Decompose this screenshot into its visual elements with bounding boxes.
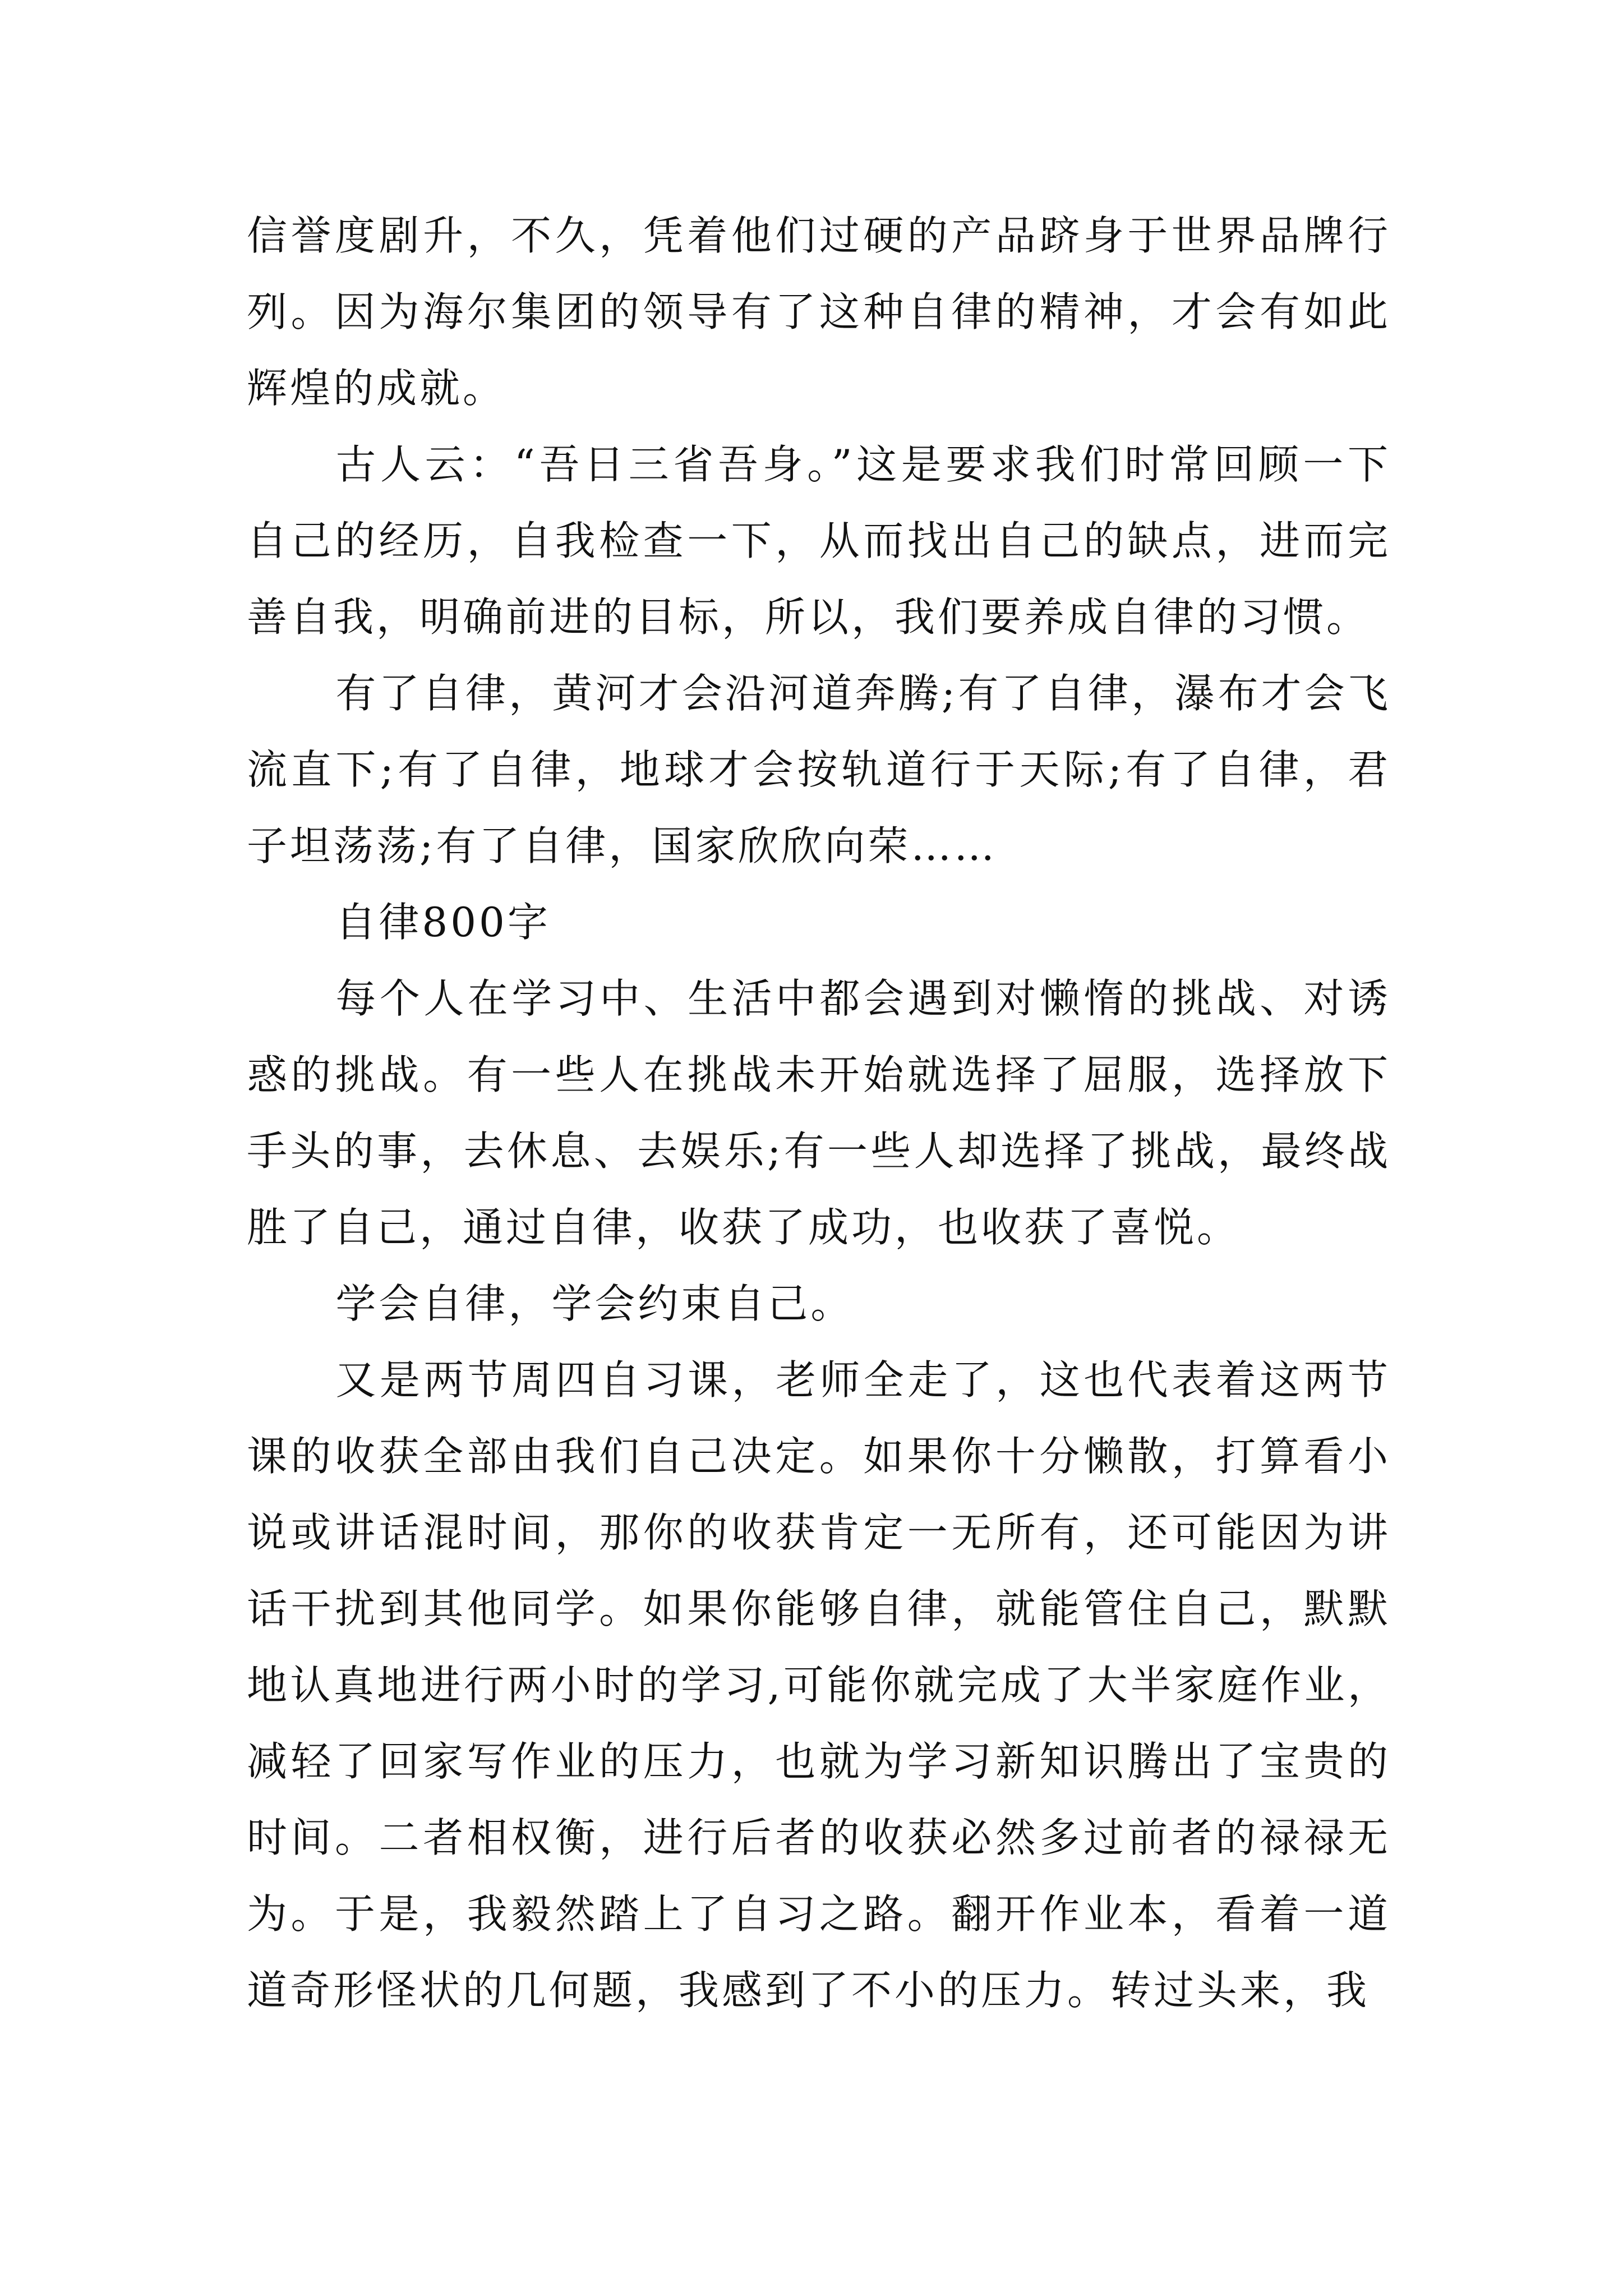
paragraph-4: 每个人在学习中、生活中都会遇到对懒惰的挑战、对诱惑的挑战。有一些人在挑战未开始就选择了屈服，选择放下手头的事，去休息、去娱乐;有一些人却选择了挑战，最终战胜了自己，通过自律，收获了成功，也收获了喜悦。 <box>247 975 1391 1251</box>
paragraph-3: 有了自律，黄河才会沿河道奔腾;有了自律，瀑布才会飞流直下;有了自律，地球才会按轨道行于天际;有了自律，君子坦荡荡;有了自律，国家欣欣向荣…… <box>247 670 1391 869</box>
paragraph-6: 又是两节周四自习课，老师全走了，这也代表着这两节课的收获全部由我们自己决定。如果你十分懒散，打算看小说或讲话混时间，那你的收获肯定一无所有，还可能因为讲话干扰到其他同学。如果你能够自律，就能管住自己，默默地认真地进行两小时的学习,可能你就完成了大半家庭作业，减轻了回家写作业的压力，也就为学习新知识腾出了宝贵的时间。二者相权衡，进行后者的收获必然多过前者的禄禄无为。于是，我毅然踏上了自习之路。翻开作业本，看着一道道奇形怪状的几何题，我感到了不小的压力。转过头来，我 <box>247 1356 1391 2014</box>
paragraph-1: 信誉度剧升，不久，凭着他们过硬的产品跻身于世界品牌行列。因为海尔集团的领导有了这种自律的精神，才会有如此辉煌的成就。 <box>247 212 1391 412</box>
paragraph-5: 学会自律，学会约束自己。 <box>335 1280 854 1327</box>
document-body <box>247 197 1391 2028</box>
paragraph-2: 古人云：“吾日三省吾身。”这是要求我们时常回顾一下自己的经历，自我检查一下，从而找出自己的缺点，进而完善自我，明确前进的目标，所以，我们要养成自律的习惯。 <box>247 441 1391 641</box>
section-heading: 自律800字 <box>335 899 551 946</box>
